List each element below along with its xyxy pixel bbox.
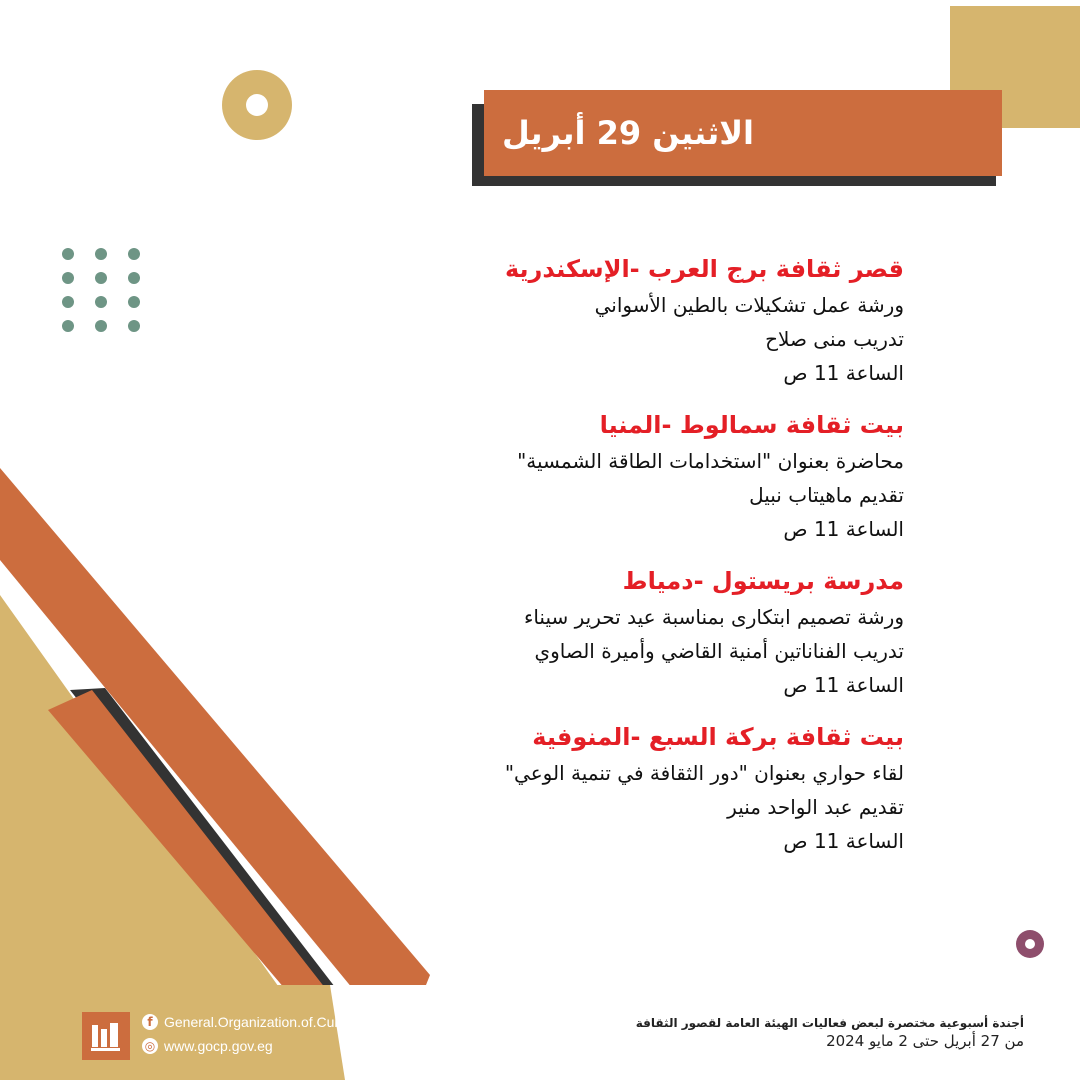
date-title: الاثنين 29 أبريل [501,114,754,152]
gold-ring-icon [222,70,292,140]
footer-links [142,1010,415,1058]
logo-mark [89,1019,123,1053]
event-presenter: تقديم عبد الواحد منير [727,795,904,819]
event-presenter: تقديم ماهيتاب نبيل [749,483,904,507]
facebook-handle: General.Organization.of.Culture.Palaces [164,1014,416,1030]
event-time: الساعة 11 ص [783,673,904,697]
event-title: لقاء حواري بعنوان "دور الثقافة في تنمية الوعي" [504,761,904,785]
event-venue: مدرسة بريستول -دمياط [622,567,904,595]
events-list [384,250,904,874]
agenda-title: أجندة أسبوعية مختصرة لبعض فعاليات الهيئة العامة لقصور الثقافة [635,1016,1024,1030]
event-venue: قصر ثقافة برج العرب -الإسكندرية [504,255,904,283]
event-venue: بيت ثقافة سمالوط -المنيا [599,411,904,439]
event-time: الساعة 11 ص [783,517,904,541]
event-title: محاضرة بعنوان "استخدامات الطاقة الشمسية" [517,449,904,473]
event-item [384,250,904,390]
website-url: www.gocp.gov.eg [164,1038,273,1054]
culture-palaces-logo [82,1012,130,1060]
event-item [384,406,904,546]
purple-ring-icon [1016,930,1044,958]
event-title: ورشة عمل تشكيلات بالطين الأسواني [594,293,904,317]
event-venue: بيت ثقافة بركة السبع -المنوفية [532,723,904,751]
globe-icon: ◎ [142,1038,158,1054]
event-time: الساعة 11 ص [783,829,904,853]
agenda-dates: من 27 أبريل حتى 2 مايو 2024 [826,1032,1024,1050]
date-banner [484,90,1002,176]
event-presenter: تدريب الفناناتين أمنية القاضي وأميرة الصاوي [534,639,904,663]
agenda-caption [636,1016,1024,1050]
event-presenter: تدريب منى صلاح [765,327,904,351]
event-time: الساعة 11 ص [783,361,904,385]
event-item [384,718,904,858]
dot-grid [62,248,152,338]
facebook-link[interactable] [142,1010,415,1034]
website-link[interactable] [142,1034,415,1058]
event-item [384,562,904,702]
facebook-icon: f [142,1014,158,1030]
footer-contacts [82,1010,415,1060]
event-title: ورشة تصميم ابتكارى بمناسبة عيد تحرير سيناء [523,605,904,629]
